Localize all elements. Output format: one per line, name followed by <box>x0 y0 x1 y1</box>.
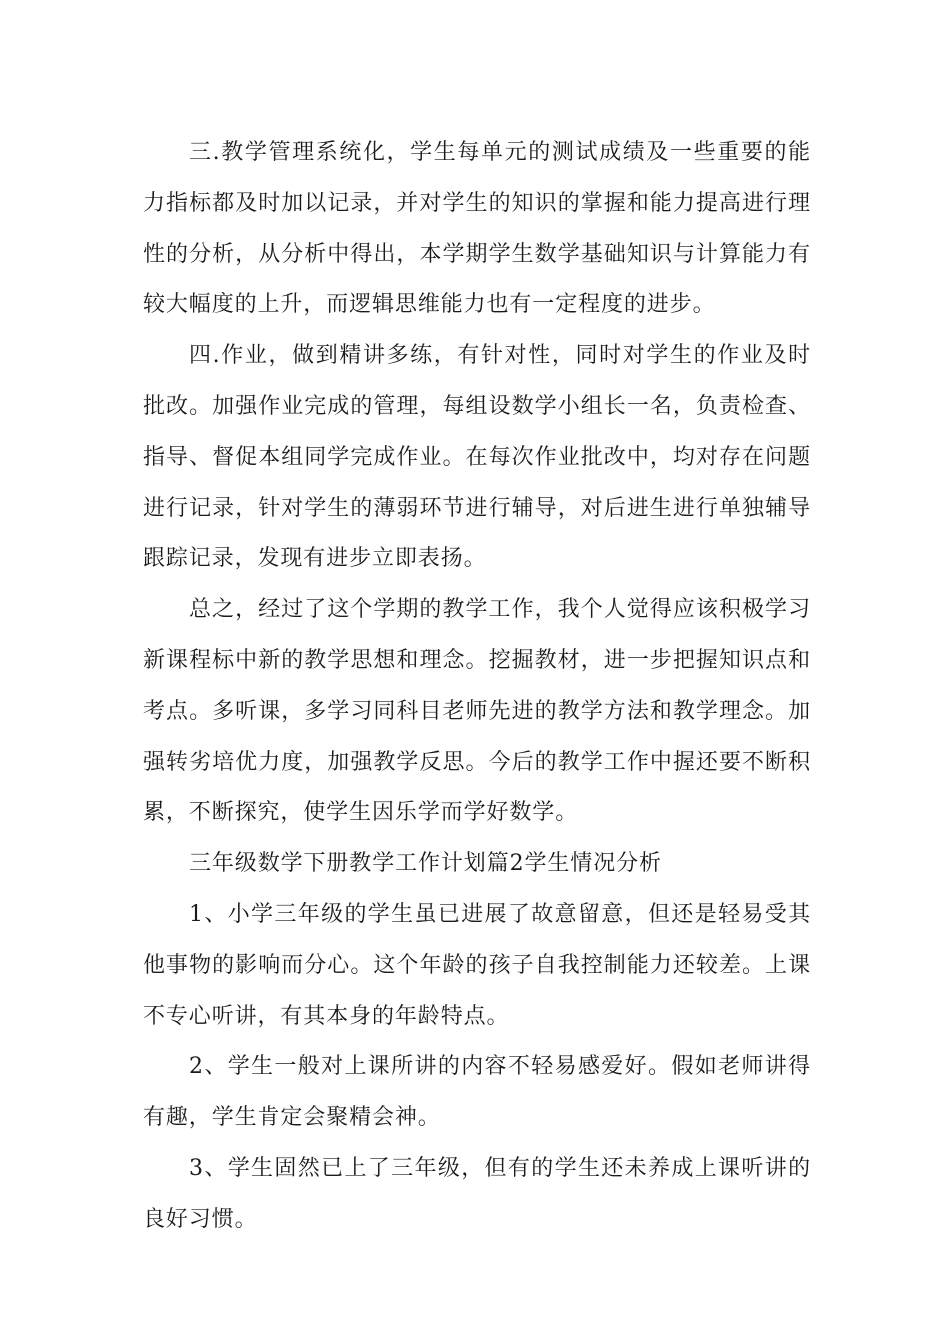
paragraph-teaching-management: 三.教学管理系统化，学生每单元的测试成绩及一些重要的能力指标都及时加以记录，并对学生的知识的掌握和能力提高进行理性的分析，从分析中得出，本学期学生数学基础知识与计算能力有较大幅度的上升，而逻辑思维能力也有一定程度的进步。 <box>143 140 811 318</box>
paragraph-homework: 四.作业，做到精讲多练，有针对性，同时对学生的作业及时批改。加强作业完成的管理，每组设数学小组长一名，负责检查、指导、督促本组同学完成作业。在每次作业批改中，均对存在问题进行记录，针对学生的薄弱环节进行辅导，对后进生进行单独辅导跟踪记录，发现有进步立即表扬。 <box>143 343 811 572</box>
section-heading: 三年级数学下册教学工作计划篇2学生情况分析 <box>189 851 662 877</box>
paragraph-point-1: 1、小学三年级的学生虽已进展了故意留意，但还是轻易受其他事物的影响而分心。这个年龄的孩子自我控制能力还较差。上课不专心听讲，有其本身的年龄特点。 <box>143 901 811 1029</box>
paragraph-point-2: 2、学生一般对上课所讲的内容不轻易感爱好。假如老师讲得有趣，学生肯定会聚精会神。 <box>143 1054 811 1131</box>
paragraph-summary: 总之，经过了这个学期的教学工作，我个人觉得应该积极学习新课程标中新的教学思想和理念。挖掘教材，进一步把握知识点和考点。多听课，多学习同科目老师先进的教学方法和教学理念。加强转劣培优力度，加强教学反思。今后的教学工作中握还要不断积累，不断探究，使学生因乐学而学好数学。 <box>143 597 811 826</box>
paragraph-point-3: 3、学生固然已上了三年级，但有的学生还未养成上课听讲的良好习惯。 <box>143 1155 811 1232</box>
document-body <box>143 128 811 1246</box>
